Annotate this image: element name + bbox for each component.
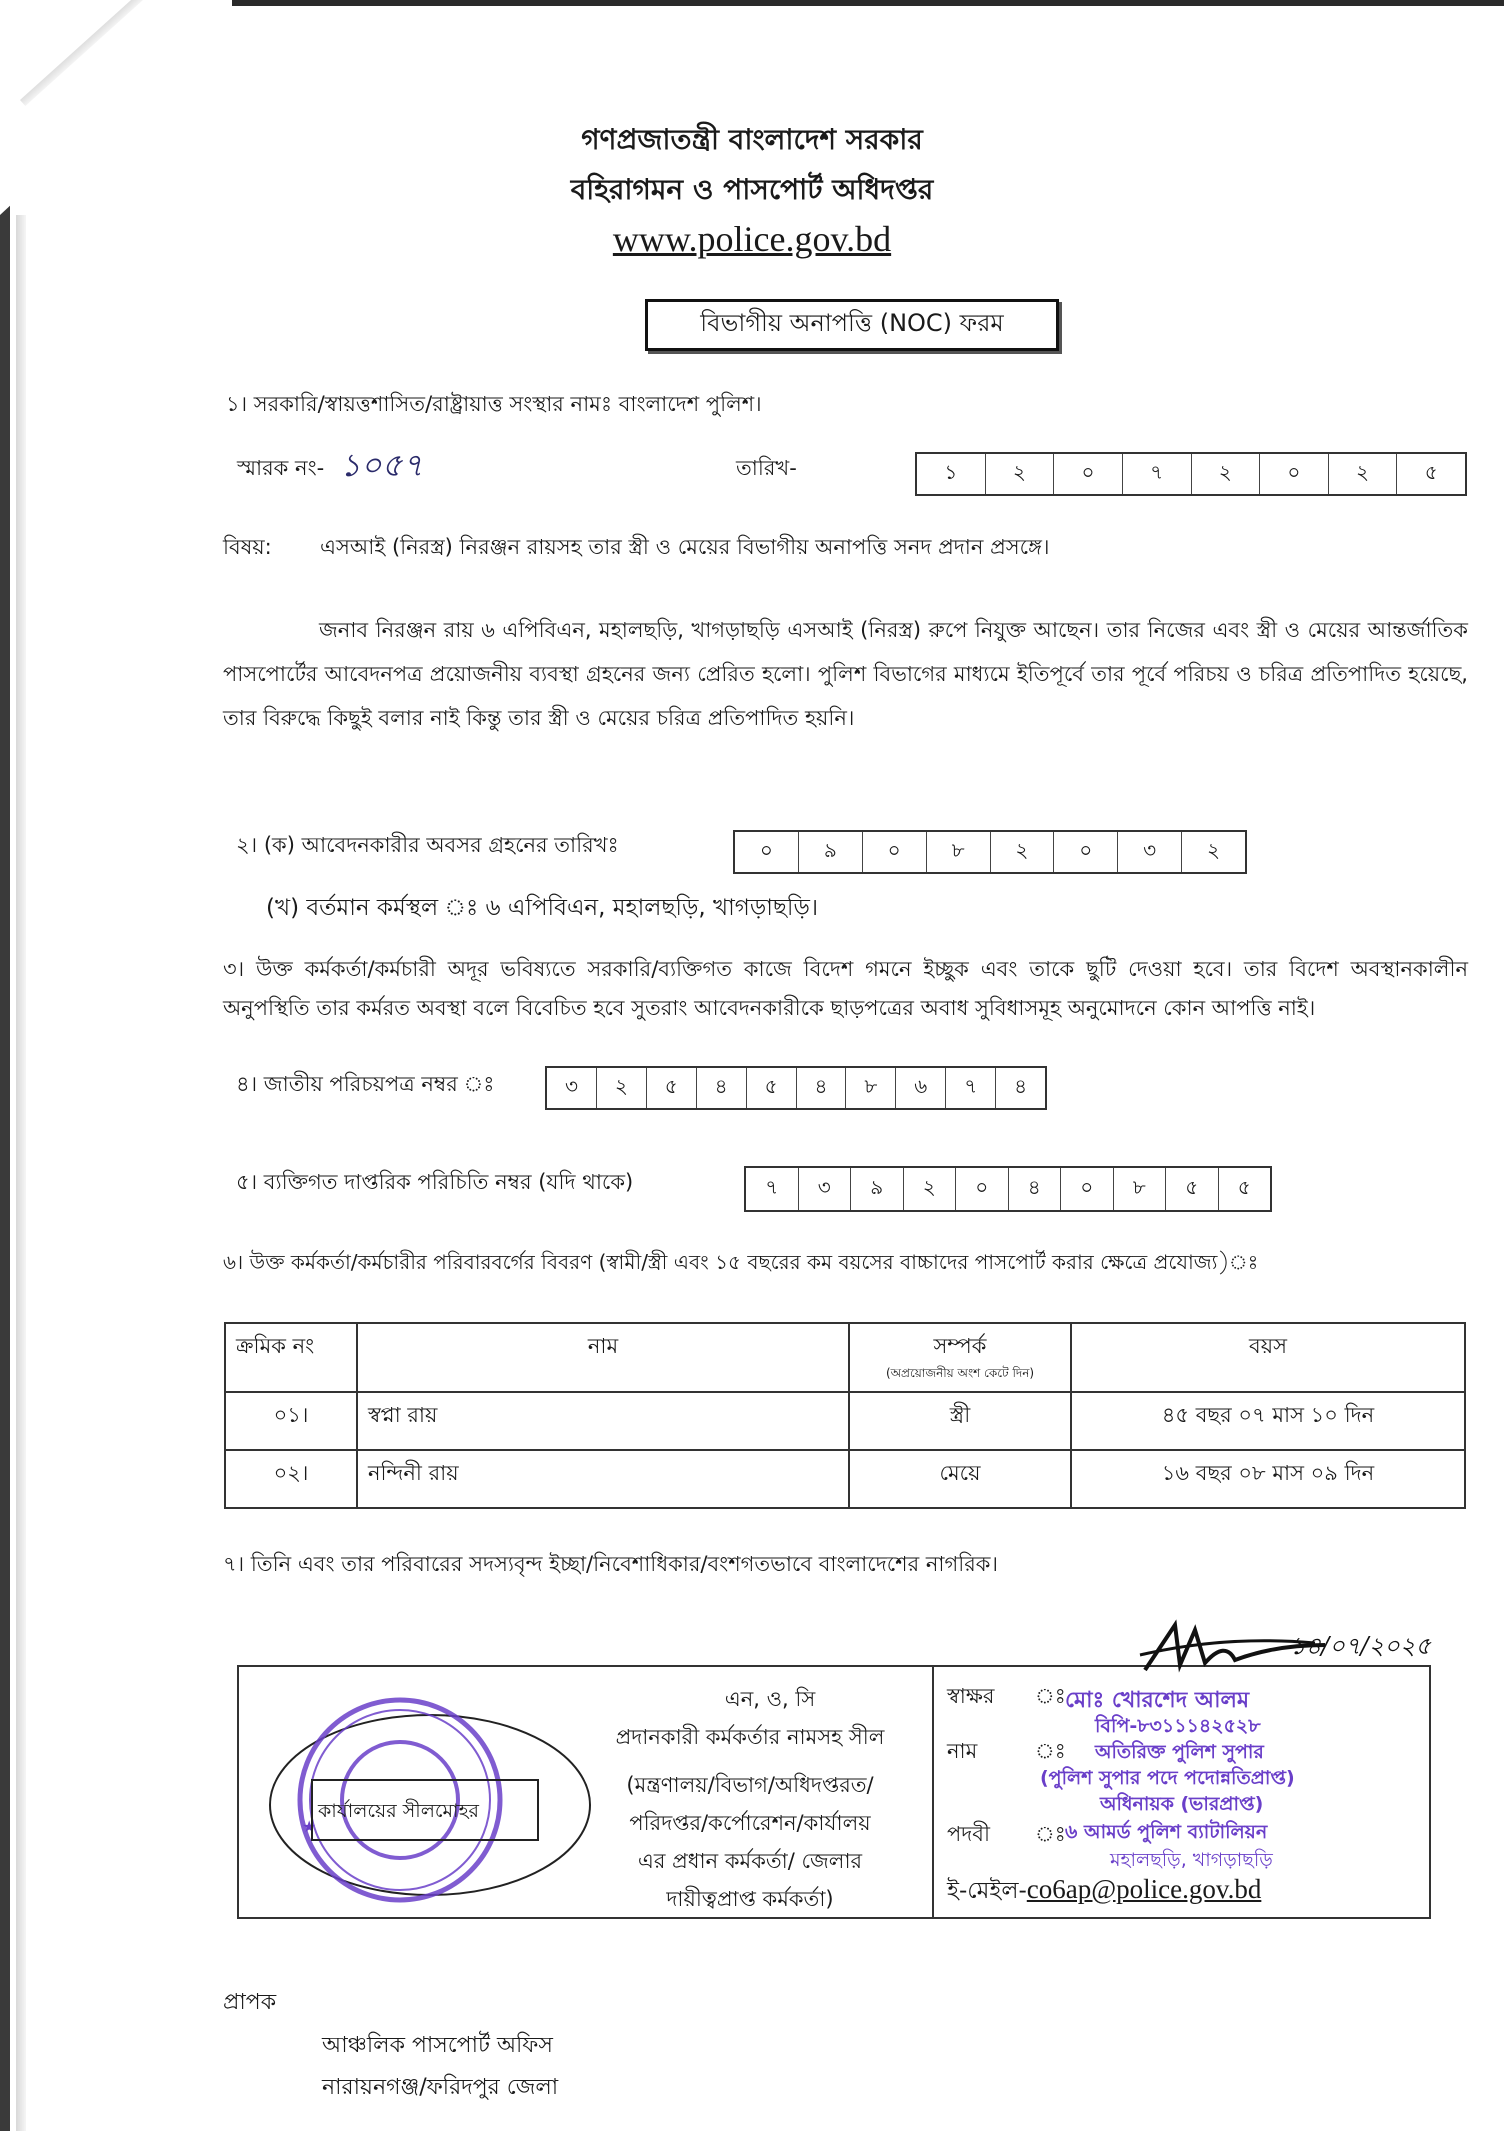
page-edge-shadow	[16, 215, 26, 2131]
personal-id-digit-box: ৪	[1008, 1168, 1061, 1210]
email-line	[947, 1872, 1261, 1911]
retirement-digit-box: ২	[990, 832, 1054, 872]
stamp-unit: ৬ আমর্ড পুলিশ ব্যাটালিয়ন	[1065, 1821, 1268, 1843]
col-relation	[849, 1323, 1071, 1392]
nid-digit-box: ৬	[895, 1068, 945, 1108]
personal-id-label: ৫। ব্যক্তিগত দাপ্তরিক পরিচিতি নম্বর (যদি থাকে)	[236, 1170, 634, 1194]
date-digit-box: ২	[985, 454, 1054, 494]
date-digit-box: ১	[944, 459, 958, 484]
family-table	[224, 1322, 1466, 1509]
retirement-digit-box: ৩	[1117, 832, 1181, 872]
noc-line-2: প্রদানকারী কর্মকর্তার নামসহ সীল	[615, 1725, 885, 1749]
stamp-promotion: (পুলিশ সুপার পদে পদোন্নতিপ্রাপ্ত)	[1040, 1767, 1295, 1789]
nid-digit-box: ৭	[945, 1068, 995, 1108]
signature-separator: ঃ	[1035, 1684, 1066, 1708]
form-title	[645, 299, 1059, 351]
date-digit-box: ০	[1259, 454, 1328, 494]
personal-id-digit-box: ৩	[798, 1168, 851, 1210]
scan-edge-left	[0, 0, 10, 2131]
name-label: নাম	[947, 1739, 978, 1763]
retirement-digit-box: ০	[862, 832, 926, 872]
table-row	[225, 1450, 1465, 1508]
noc-issuer-instructions	[585, 1680, 915, 1918]
designation-separator: ঃ	[1035, 1822, 1066, 1846]
personal-id-boxes	[744, 1166, 1272, 1212]
nid-digit-box: ৫	[746, 1068, 796, 1108]
personal-id-digit-box: ০	[955, 1168, 1008, 1210]
recipient-district: নারায়নগঞ্জ/ফরিদপুর জেলা	[322, 2075, 559, 2100]
nid-digit-boxes	[545, 1066, 1047, 1110]
stamp-officer-name: মোঃ খোরশেদ আলম	[1065, 1688, 1250, 1713]
row-age: ৪৫ বছর ০৭ মাস ১০ দিন	[1071, 1392, 1465, 1450]
personal-id-digit-box: ২	[903, 1168, 956, 1210]
retirement-digit-box: ০	[1053, 832, 1117, 872]
relation-note: (অপ্রয়োজনীয় অংশ কেটে দিন)	[885, 1366, 1035, 1380]
memo-number-handwritten: ১০৫৭	[340, 446, 424, 484]
row-relation: স্ত্রী	[849, 1392, 1071, 1450]
retirement-date-boxes	[733, 830, 1247, 874]
row-name: নন্দিনী রায়	[357, 1450, 849, 1508]
seal-star-icon: ★	[302, 1817, 317, 1836]
scan-edge-top	[232, 0, 1504, 6]
current-workplace: (খ) বর্তমান কর্মস্থল ঃ ৬ এপিবিএন, মহালছড়ি, খাগড়াছড়ি।	[266, 895, 819, 921]
nid-digit-box: ৪	[696, 1068, 746, 1108]
personal-id-digit-box: ৯	[850, 1168, 903, 1210]
date-digit-box: ২	[1191, 454, 1260, 494]
memo-label: স্মারক নং-	[237, 456, 325, 480]
noc-line-6: দায়ীত্বপ্রাপ্ত কর্মকর্তা)	[666, 1887, 834, 1911]
designation-label: পদবী	[947, 1822, 990, 1846]
retirement-digit-box: ২	[1181, 832, 1245, 872]
section-7-citizenship: ৭। তিনি এবং তার পরিবারের সদস্যবৃন্দ ইচ্ছা/নিবেশাধিকার/বংশগতভাবে বাংলাদেশের নাগরিক।	[223, 1552, 998, 1576]
nid-digit-box: ৪	[796, 1068, 846, 1108]
col-relation-label: সম্পর্ক	[933, 1334, 987, 1358]
family-details-label: ৬। উক্ত কর্মকর্তা/কর্মচারীর পরিবারবর্গের বিবরণ (স্বামী/স্ত্রী এবং ১৫ বছরের কম বয়সের বাচ্চাদের পাসপোর্ট করার ক্ষেত্রে প্রযোজ্য)ঃ	[223, 1250, 1259, 1274]
retirement-digit-box: ৮	[926, 832, 990, 872]
personal-id-digit-box: ৮	[1113, 1168, 1166, 1210]
section-1-org: ১। সরকারি/স্বায়ত্তশাসিত/রাষ্ট্রায়াত্ত সংস্থার নামঃ বাংলাদেশ পুলিশ।	[226, 392, 762, 416]
name-separator: ঃ	[1035, 1739, 1066, 1763]
department-title: বহিরাগমন ও পাসপোর্ট অধিদপ্তর	[570, 173, 934, 206]
retirement-digit-box: ০	[759, 837, 773, 862]
govt-title: গণপ্রজাতন্ত্রী বাংলাদেশ সরকার	[581, 123, 923, 156]
noc-line-4: পরিদপ্তর/কর্পোরেশন/কার্যালয়	[629, 1811, 871, 1835]
signature-label: স্বাক্ষর	[947, 1684, 995, 1708]
stamp-bp-number: বিপি-৮৩১১১৪২৫২৮	[1095, 1715, 1261, 1737]
date-digit-boxes	[915, 452, 1467, 496]
date-label: তারিখ-	[736, 456, 797, 480]
office-seal-label: কার্যালয়ের সীলমোহর	[318, 1800, 480, 1822]
personal-id-digit-box: ০	[1060, 1168, 1113, 1210]
date-digit-box: ২	[1328, 454, 1397, 494]
recipient-label: প্রাপক	[223, 1990, 277, 2015]
recipient-office: আঞ্চলিক পাসপোর্ট অফিস	[322, 2033, 553, 2058]
email-label: ই-মেইল-	[947, 1878, 1027, 1904]
personal-id-digit-box: ৫	[1218, 1168, 1271, 1210]
row-age: ১৬ বছর ০৮ মাস ০৯ দিন	[1071, 1450, 1465, 1508]
date-digit-box: ০	[1053, 454, 1122, 494]
family-table-header	[225, 1323, 1465, 1392]
body-paragraph: জনাব নিরঞ্জন রায় ৬ এপিবিএন, মহালছড়ি, খাগড়াছড়ি এসআই (নিরস্ত্র) রুপে নিযুক্ত আছেন। তার নিজের এবং স্ত্রী ও মেয়ের আন্তর্জাতিক পাসপোর্টের আবেদনপত্র প্রয়োজনীয় ব্যবস্থা গ্রহনের জন্য প্রেরিত হলো। পুলিশ বিভাগের মাধ্যমে ইতিপূর্বে তার পূর্বে পরিচয় ও চরিত্র প্রতিপাদিত হয়েছে, তার বিরুদ্ধে কিছুই বলার নাই কিন্তু তার স্ত্রী ও মেয়ের চরিত্র প্রতিপাদিত হয়নি।	[223, 618, 1468, 730]
personal-id-digit-box: ৫	[1165, 1168, 1218, 1210]
stamp-rank: অতিরিক্ত পুলিশ সুপার	[1095, 1741, 1264, 1763]
row-relation: মেয়ে	[849, 1450, 1071, 1508]
personal-id-digit-box: ৭	[765, 1174, 779, 1199]
retirement-digit-box: ৯	[798, 832, 862, 872]
noc-line-1: এন, ও, সি	[724, 1687, 816, 1711]
stamp-location: মহালছড়ি, খাগড়াছড়ি	[1110, 1849, 1273, 1871]
signature-block-divider	[932, 1665, 934, 1917]
nid-digit-box: ২	[596, 1068, 646, 1108]
email-link[interactable]: co6ap@police.gov.bd	[1026, 1874, 1262, 1904]
col-name: নাম	[357, 1323, 849, 1392]
row-serial: ০১।	[225, 1392, 357, 1450]
col-age: বয়স	[1071, 1323, 1465, 1392]
table-row	[225, 1392, 1465, 1450]
form-title-text: বিভাগীয় অনাপত্তি (NOC) ফরম	[700, 309, 1004, 337]
nid-digit-box: ৮	[845, 1068, 895, 1108]
noc-line-5: এর প্রধান কর্মকর্তা/ জেলার	[637, 1849, 863, 1873]
date-digit-box: ৭	[1122, 454, 1191, 494]
row-serial: ০২।	[225, 1450, 357, 1508]
nid-digit-box: ৩	[564, 1073, 578, 1098]
subject-text: এসআই (নিরস্ত্র) নিরঞ্জন রায়সহ তার স্ত্রী ও মেয়ের বিভাগীয় অনাপত্তি সনদ প্রদান প্রসঙ্গে।	[320, 535, 1050, 559]
website-link[interactable]: www.police.gov.bd	[612, 219, 892, 259]
nid-label: ৪। জাতীয় পরিচয়পত্র নম্বর ঃ	[236, 1072, 495, 1096]
date-digit-box: ৫	[1396, 454, 1465, 494]
nid-digit-box: ৫	[646, 1068, 696, 1108]
subject-label: বিষয়:	[223, 535, 272, 559]
row-name: স্বপ্না রায়	[357, 1392, 849, 1450]
col-serial: ক্রমিক নং	[225, 1323, 357, 1392]
signature-date: ১৪/০৭/২০২৫	[1290, 1632, 1431, 1660]
noc-line-3: (মন্ত্রণালয়/বিভাগ/অধিদপ্তরত/	[626, 1773, 874, 1797]
retirement-date-label: ২। (ক) আবেদনকারীর অবসর গ্রহনের তারিখঃ	[236, 833, 619, 857]
nid-digit-box: ৪	[995, 1068, 1045, 1108]
section-3-text: ৩। উক্ত কর্মকর্তা/কর্মচারী অদূর ভবিষ্যতে সরকারি/ব্যক্তিগত কাজে বিদেশ গমনে ইচ্ছুক এবং তাকে ছুটি দেওয়া হবে। তার বিদেশ অবস্থানকালীন অনুপস্থিতি তার কর্মরত অবস্থা বলে বিবেচিত হবে সুতরাং আবেদনকারীকে ছাড়পত্রের অবাধ সুবিধাসমূহ অনুমোদনে কোন আপত্তি নাই।	[223, 957, 1468, 1020]
stamp-role: অধিনায়ক (ভারপ্রাপ্ত)	[1100, 1793, 1264, 1815]
